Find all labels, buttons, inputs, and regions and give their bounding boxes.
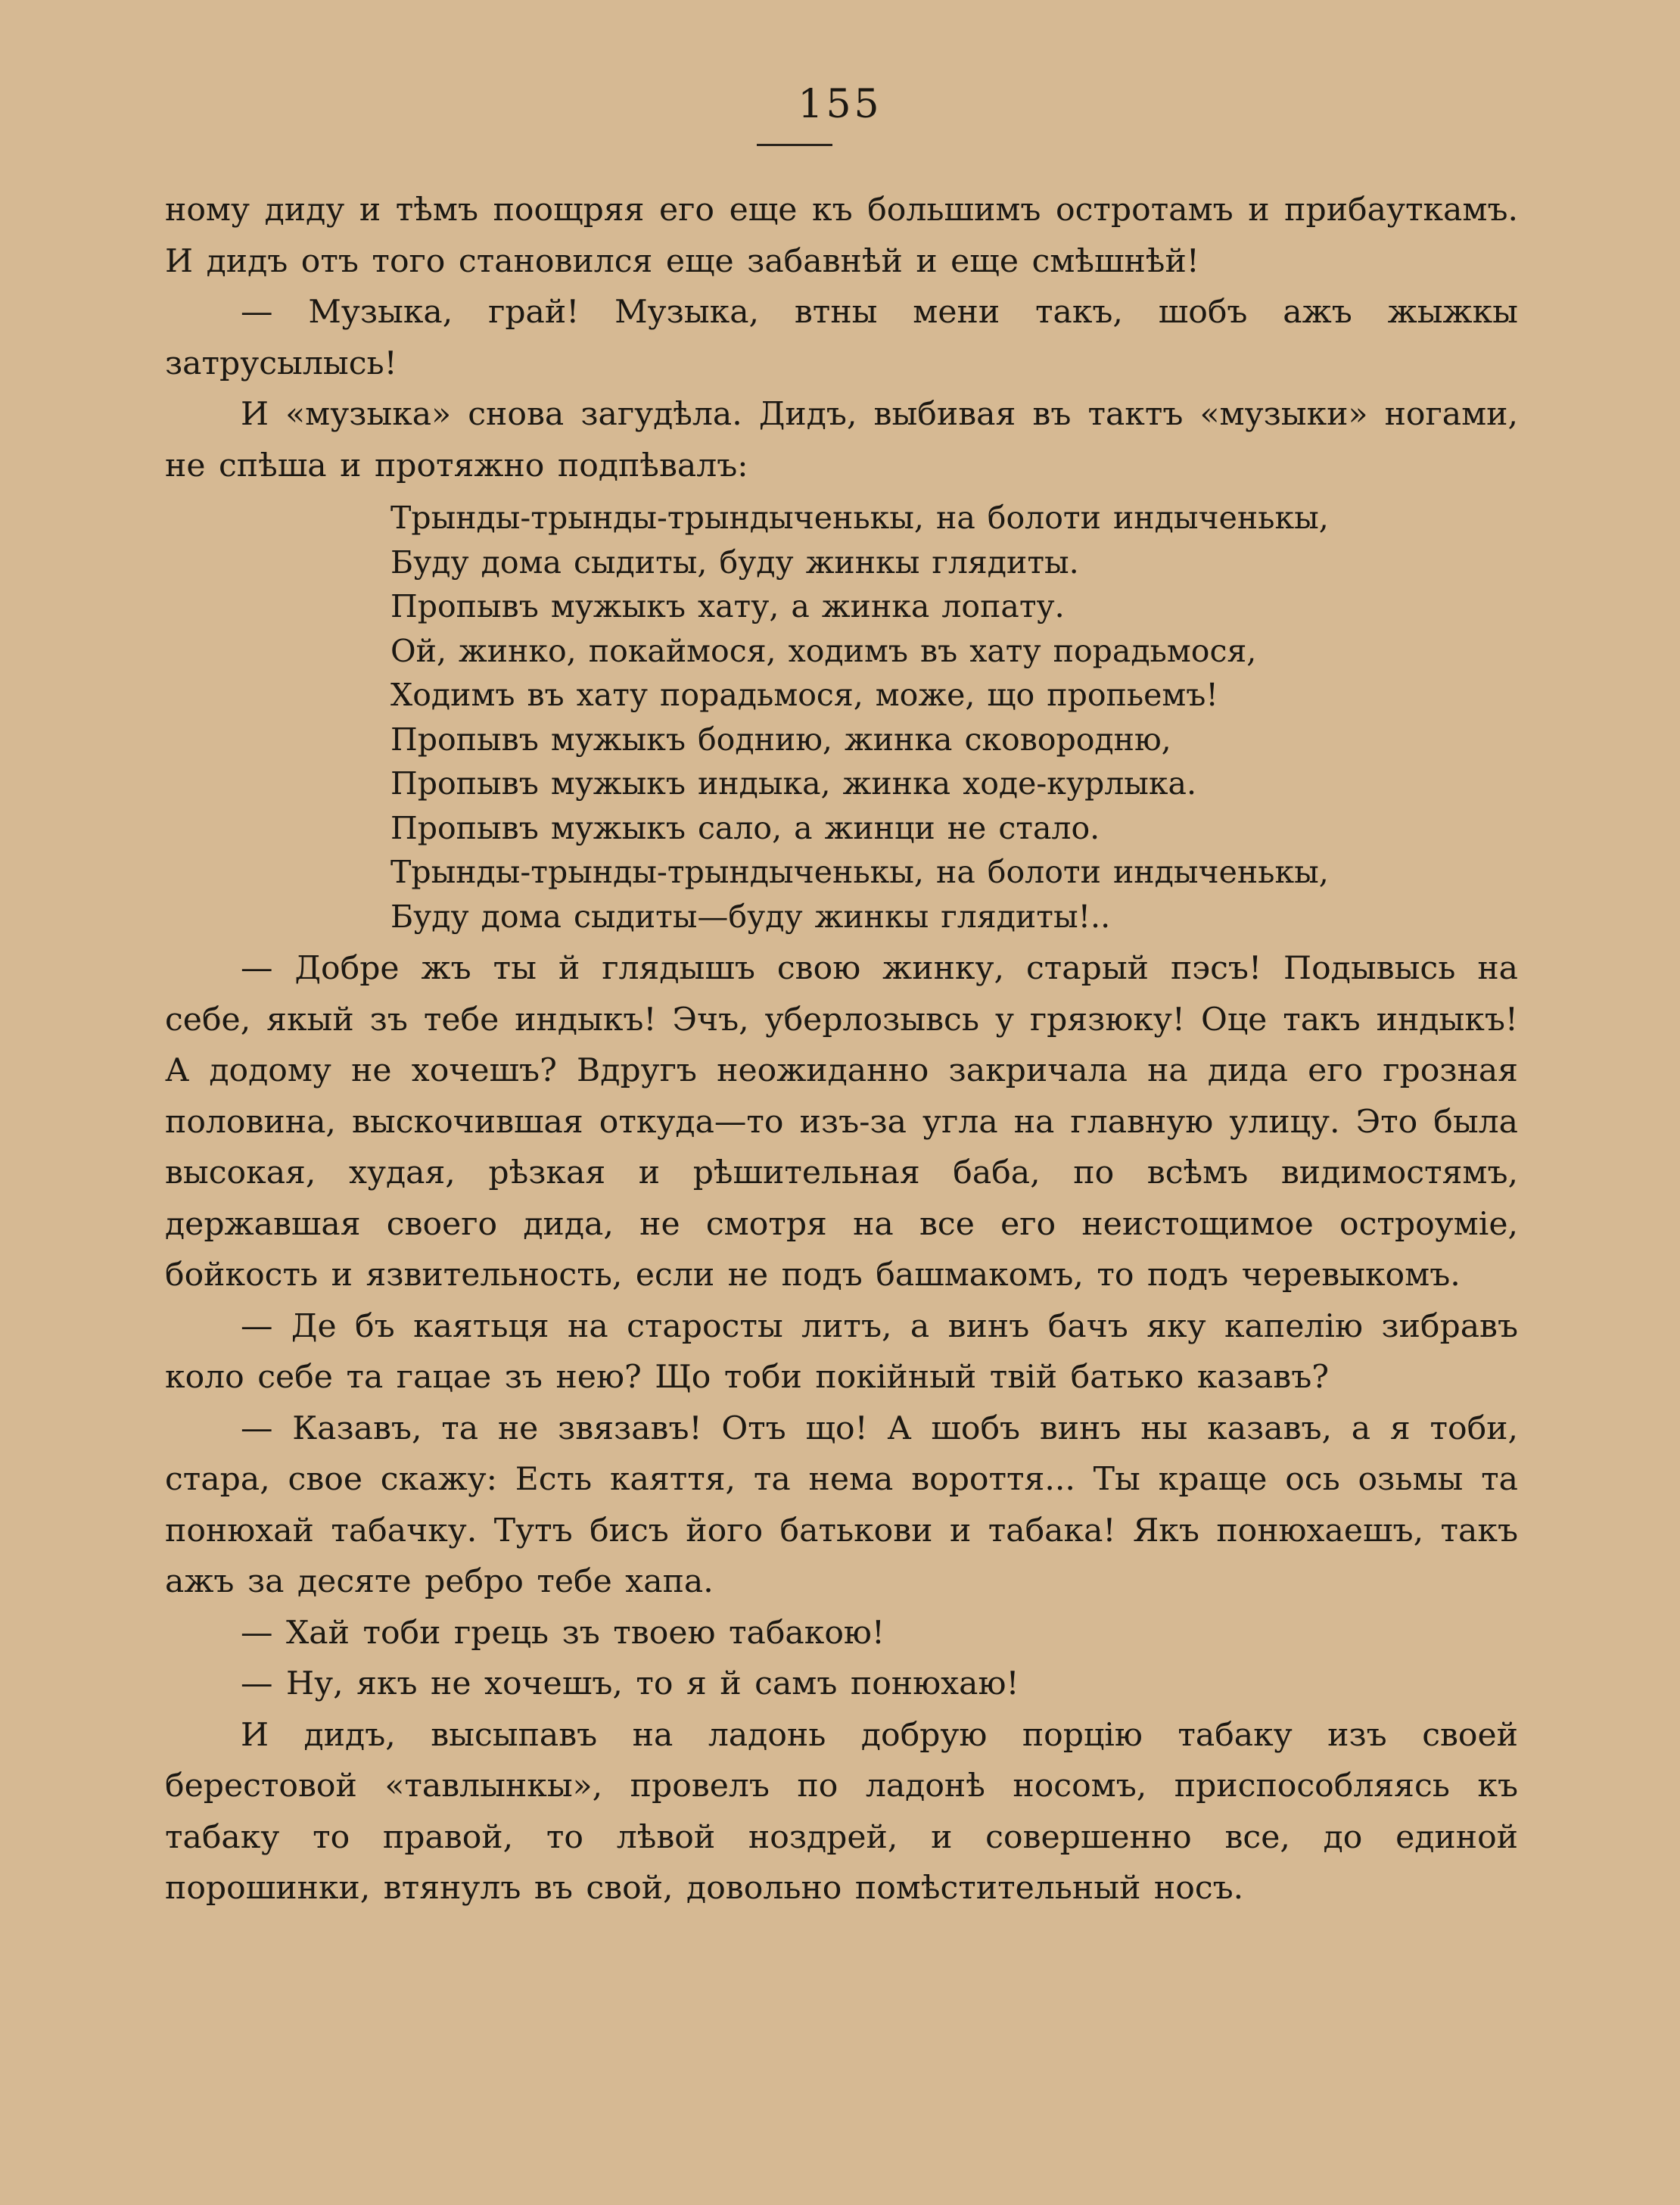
verse-line: Пропывъ мужыкъ индыка, жинка ходе-курлыка. [390,765,1197,802]
verse-line: Буду дома сыдиты, буду жинкы глядиты. [390,543,1079,581]
verse-line: Трынды-трынды-трындыченькы, на болоти индыченькы, [390,854,1329,890]
paragraph-dialogue: — Казавъ, та не звязавъ! Отъ що! А шобъ винъ ны казавъ, а я тоби, стара, свое скажу: Есть каяття, та нема вороття... Ты краще ось озьмы та понюхай табачку. Тутъ бисъ його батькови и табака! Якъ понюхаешъ, такъ ажъ за десяте ребро тебе хапа. [165,1409,1518,1600]
paragraph-wife-speech: — Добре жъ ты й глядышъ свою жинку, старый пэсъ! Подывысь на себе, якый зъ тебе индыкъ! Эчъ, уберлозывсь у грязюку! Оце такъ индыкъ! А додому не хочешъ? Вдругъ неожиданно закричала на дида его грозная половина, выскочившая откуда—то изъ-за угла на главную улицу. Это была высокая, худая, рѣзкая и рѣшительная баба, по всѣмъ видимостямъ, державшая своего дида, не смотря на все его неистощимое остроуміе, бойкость и язвительность, если не подъ башмакомъ, то подъ черевыкомъ. [165,950,1518,1294]
verse-line: Пропывъ мужыкъ хату, а жинка лопату. [390,588,1065,624]
paragraph-dialogue: — Де бъ каятьця на старосты литъ, а винъ бачъ яку капелію зибравъ коло себе та гацае зъ нею? Що тоби покійный твій батько казавъ? [165,1307,1518,1396]
verse-line: Пропывъ мужыкъ боднию, жинка сковородню, [390,721,1171,758]
paragraph-dialogue: — Ну, якъ не хочешъ, то я й самъ понюхаю! [241,1665,1019,1702]
song-verse [390,496,1518,939]
paragraph-narration: И дидъ, высыпавъ на ладонь добрую порцію табаку изъ своей берестовой «тавлынкы», провелъ по ладонѣ носомъ, приспособляясь къ табаку то правой, то лѣвой ноздрей, и совершенно все, до единой порошинки, втянулъ въ свой, довольно помѣстительный носъ. [165,1716,1518,1907]
page-number-rule [757,144,832,146]
paragraph-narration: И «музыка» снова загудѣла. Дидъ, выбивая въ тактъ «музыки» ногами, не спѣша и протяжно подпѣвалъ: [165,396,1518,484]
page-number: 155 [798,82,882,127]
verse-line: Пропывъ мужыкъ сало, а жинци не стало. [390,809,1100,846]
paragraph-continuation: ному диду и тѣмъ поощряя его еще къ большимъ остротамъ и прибауткамъ. И дидъ отъ того становился еще забавнѣй и еще смѣшнѣй! [165,192,1518,280]
paragraph-dialogue: — Хай тоби грець зъ твоею табакою! [241,1614,885,1652]
paragraph-dialogue: — Музыка, грай! Музыка, втны мени такъ, шобъ ажъ жыжкы затрусылысь! [165,294,1518,382]
verse-line: Трынды-трынды-трындыченькы, на болоти индыченькы, [390,500,1329,536]
verse-line: Буду дома сыдиты—буду жинкы глядиты!.. [390,898,1111,935]
body-text [165,185,1518,1914]
verse-line: Ходимъ въ хату порадьмося, може, що пропьемъ! [390,677,1218,713]
verse-line: Ой, жинко, покаймося, ходимъ въ хату порадьмося, [390,632,1257,669]
